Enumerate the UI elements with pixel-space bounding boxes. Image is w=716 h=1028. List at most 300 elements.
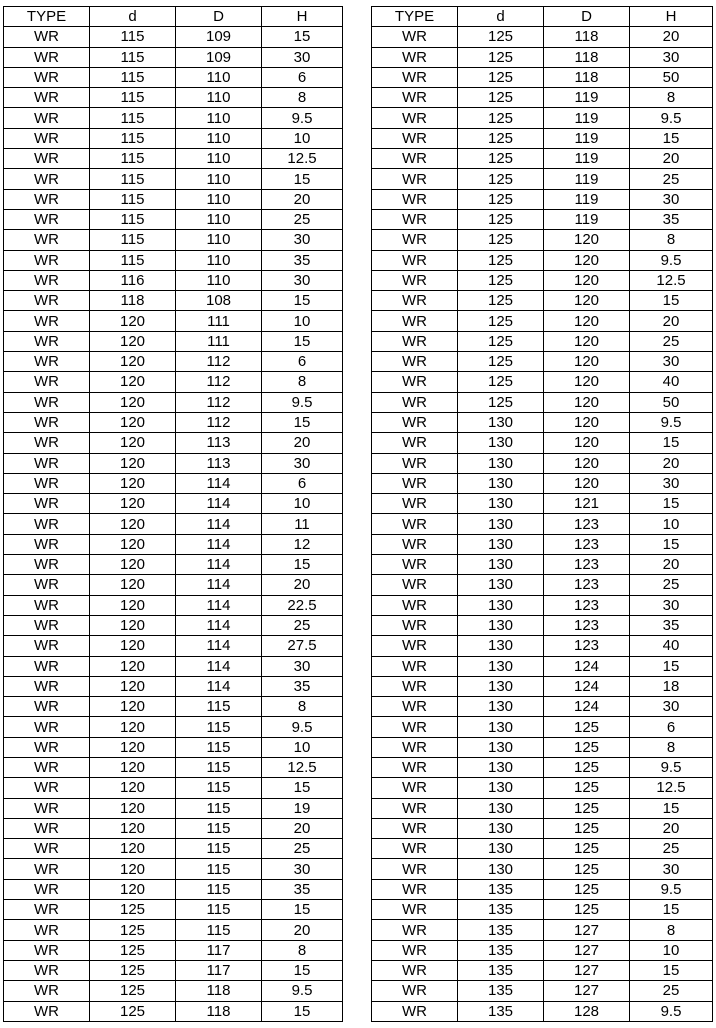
- table-row: [372, 27, 713, 47]
- cell-d: 125: [90, 960, 176, 980]
- cell-D: 110: [176, 209, 262, 229]
- cell-H: 8: [630, 920, 713, 940]
- cell-D: 125: [544, 818, 630, 838]
- table-row: [372, 209, 713, 229]
- cell-d: 130: [458, 514, 544, 534]
- cell-type: WR: [4, 697, 90, 717]
- cell-D: 119: [544, 149, 630, 169]
- cell-D: 115: [176, 920, 262, 940]
- cell-D: 125: [544, 717, 630, 737]
- cell-H: 6: [630, 717, 713, 737]
- cell-D: 125: [544, 798, 630, 818]
- cell-type: WR: [372, 88, 458, 108]
- table-row: [4, 433, 343, 453]
- cell-d: 115: [90, 108, 176, 128]
- cell-d: 130: [458, 737, 544, 757]
- cell-H: 15: [262, 27, 343, 47]
- cell-H: 15: [630, 798, 713, 818]
- cell-d: 125: [458, 352, 544, 372]
- cell-H: 30: [262, 859, 343, 879]
- cell-d: 125: [458, 47, 544, 67]
- cell-D: 125: [544, 879, 630, 899]
- table-row: [4, 920, 343, 940]
- cell-d: 130: [458, 697, 544, 717]
- cell-d: 125: [458, 270, 544, 290]
- table-row: [372, 575, 713, 595]
- header-type: TYPE: [4, 7, 90, 27]
- header-row: [372, 7, 713, 27]
- cell-d: 120: [90, 818, 176, 838]
- cell-d: 130: [458, 717, 544, 737]
- table-row: [4, 697, 343, 717]
- cell-D: 115: [176, 757, 262, 777]
- cell-type: WR: [372, 209, 458, 229]
- cell-d: 120: [90, 392, 176, 412]
- table-row: [372, 514, 713, 534]
- cell-type: WR: [4, 879, 90, 899]
- table-row: [4, 879, 343, 899]
- cell-D: 125: [544, 859, 630, 879]
- cell-d: 115: [90, 189, 176, 209]
- cell-type: WR: [4, 209, 90, 229]
- cell-type: WR: [4, 859, 90, 879]
- cell-D: 120: [544, 433, 630, 453]
- cell-H: 15: [262, 900, 343, 920]
- table-row: [372, 47, 713, 67]
- cell-d: 120: [90, 859, 176, 879]
- cell-type: WR: [372, 757, 458, 777]
- table-row: [372, 778, 713, 798]
- cell-d: 130: [458, 859, 544, 879]
- cell-type: WR: [372, 291, 458, 311]
- cell-type: WR: [372, 473, 458, 493]
- cell-d: 135: [458, 940, 544, 960]
- cell-d: 125: [90, 1001, 176, 1021]
- header-D: D: [544, 7, 630, 27]
- cell-H: 35: [262, 676, 343, 696]
- table-row: [372, 879, 713, 899]
- cell-H: 12.5: [262, 757, 343, 777]
- cell-d: 120: [90, 615, 176, 635]
- cell-H: 9.5: [630, 757, 713, 777]
- cell-D: 125: [544, 737, 630, 757]
- cell-d: 130: [458, 595, 544, 615]
- table-row: [4, 534, 343, 554]
- table-row: [4, 372, 343, 392]
- table-row: [372, 717, 713, 737]
- table-row: [372, 697, 713, 717]
- table-row: [372, 473, 713, 493]
- cell-D: 110: [176, 169, 262, 189]
- cell-type: WR: [4, 960, 90, 980]
- cell-d: 120: [90, 453, 176, 473]
- cell-D: 114: [176, 615, 262, 635]
- cell-H: 10: [630, 940, 713, 960]
- cell-d: 115: [90, 128, 176, 148]
- table-row: [4, 575, 343, 595]
- cell-d: 125: [458, 189, 544, 209]
- table-row: [4, 981, 343, 1001]
- table-row: [372, 88, 713, 108]
- cell-type: WR: [4, 940, 90, 960]
- cell-D: 114: [176, 473, 262, 493]
- cell-D: 115: [176, 859, 262, 879]
- cell-type: WR: [4, 473, 90, 493]
- cell-D: 114: [176, 514, 262, 534]
- cell-H: 10: [262, 737, 343, 757]
- cell-d: 120: [90, 737, 176, 757]
- cell-H: 15: [262, 960, 343, 980]
- cell-H: 27.5: [262, 636, 343, 656]
- table-row: [4, 615, 343, 635]
- cell-D: 119: [544, 209, 630, 229]
- cell-d: 125: [458, 88, 544, 108]
- cell-H: 25: [630, 331, 713, 351]
- cell-H: 30: [630, 473, 713, 493]
- cell-type: WR: [372, 534, 458, 554]
- cell-H: 30: [262, 270, 343, 290]
- table-row: [4, 67, 343, 87]
- header-H: H: [262, 7, 343, 27]
- table-row: [372, 798, 713, 818]
- table-row: [372, 859, 713, 879]
- cell-H: 20: [630, 149, 713, 169]
- cell-type: WR: [4, 311, 90, 331]
- cell-d: 125: [458, 169, 544, 189]
- cell-type: WR: [372, 575, 458, 595]
- cell-d: 120: [90, 331, 176, 351]
- cell-d: 130: [458, 798, 544, 818]
- table-row: [4, 473, 343, 493]
- header-d: d: [90, 7, 176, 27]
- cell-D: 113: [176, 453, 262, 473]
- cell-H: 25: [262, 839, 343, 859]
- cell-H: 30: [262, 656, 343, 676]
- cell-d: 130: [458, 778, 544, 798]
- table-row: [372, 412, 713, 432]
- cell-type: WR: [4, 636, 90, 656]
- cell-d: 125: [458, 311, 544, 331]
- cell-d: 115: [90, 230, 176, 250]
- cell-type: WR: [4, 331, 90, 351]
- cell-D: 127: [544, 981, 630, 1001]
- cell-D: 127: [544, 940, 630, 960]
- cell-type: WR: [4, 108, 90, 128]
- table-row: [4, 555, 343, 575]
- cell-type: WR: [372, 494, 458, 514]
- cell-H: 20: [630, 311, 713, 331]
- cell-H: 30: [630, 352, 713, 372]
- cell-D: 123: [544, 636, 630, 656]
- table-row: [4, 128, 343, 148]
- cell-type: WR: [4, 433, 90, 453]
- cell-type: WR: [4, 595, 90, 615]
- cell-H: 10: [262, 311, 343, 331]
- table-row: [4, 514, 343, 534]
- cell-type: WR: [372, 960, 458, 980]
- table-row: [4, 47, 343, 67]
- cell-H: 8: [262, 372, 343, 392]
- cell-d: 130: [458, 575, 544, 595]
- cell-H: 8: [262, 88, 343, 108]
- cell-H: 25: [630, 839, 713, 859]
- cell-d: 125: [90, 900, 176, 920]
- cell-H: 25: [262, 615, 343, 635]
- cell-type: WR: [372, 169, 458, 189]
- cell-D: 110: [176, 230, 262, 250]
- cell-H: 12.5: [630, 778, 713, 798]
- cell-H: 9.5: [630, 879, 713, 899]
- cell-H: 10: [262, 128, 343, 148]
- cell-H: 15: [630, 128, 713, 148]
- cell-d: 118: [90, 291, 176, 311]
- table-row: [4, 149, 343, 169]
- cell-H: 50: [630, 67, 713, 87]
- cell-D: 119: [544, 169, 630, 189]
- cell-type: WR: [4, 372, 90, 392]
- cell-d: 115: [90, 88, 176, 108]
- cell-D: 119: [544, 189, 630, 209]
- cell-type: WR: [4, 676, 90, 696]
- cell-H: 30: [630, 859, 713, 879]
- table-row: [372, 270, 713, 290]
- cell-type: WR: [372, 149, 458, 169]
- table-row: [4, 839, 343, 859]
- cell-type: WR: [372, 250, 458, 270]
- cell-H: 9.5: [262, 981, 343, 1001]
- cell-d: 120: [90, 412, 176, 432]
- cell-type: WR: [4, 169, 90, 189]
- cell-D: 118: [176, 1001, 262, 1021]
- cell-D: 111: [176, 331, 262, 351]
- cell-H: 20: [262, 433, 343, 453]
- cell-H: 12.5: [630, 270, 713, 290]
- cell-D: 114: [176, 494, 262, 514]
- cell-type: WR: [372, 412, 458, 432]
- cell-type: WR: [372, 676, 458, 696]
- cell-type: WR: [372, 352, 458, 372]
- cell-D: 110: [176, 88, 262, 108]
- cell-H: 15: [630, 534, 713, 554]
- header-type: TYPE: [372, 7, 458, 27]
- cell-H: 30: [630, 189, 713, 209]
- table-row: [4, 392, 343, 412]
- cell-D: 112: [176, 372, 262, 392]
- cell-H: 15: [262, 1001, 343, 1021]
- table-row: [372, 372, 713, 392]
- table-row: [372, 453, 713, 473]
- cell-D: 115: [176, 697, 262, 717]
- cell-d: 135: [458, 1001, 544, 1021]
- cell-type: WR: [4, 757, 90, 777]
- table-row: [4, 778, 343, 798]
- cell-type: WR: [4, 717, 90, 737]
- cell-d: 125: [458, 149, 544, 169]
- cell-D: 128: [544, 1001, 630, 1021]
- cell-D: 120: [544, 392, 630, 412]
- cell-D: 123: [544, 514, 630, 534]
- cell-d: 125: [458, 108, 544, 128]
- cell-D: 112: [176, 412, 262, 432]
- cell-type: WR: [372, 392, 458, 412]
- cell-d: 120: [90, 676, 176, 696]
- cell-D: 127: [544, 960, 630, 980]
- cell-H: 8: [262, 697, 343, 717]
- cell-type: WR: [4, 189, 90, 209]
- cell-d: 125: [458, 392, 544, 412]
- cell-D: 115: [176, 900, 262, 920]
- cell-D: 118: [544, 27, 630, 47]
- cell-H: 9.5: [630, 412, 713, 432]
- cell-H: 8: [630, 737, 713, 757]
- table-row: [372, 67, 713, 87]
- table-row: [372, 615, 713, 635]
- cell-type: WR: [372, 270, 458, 290]
- cell-type: WR: [4, 534, 90, 554]
- cell-type: WR: [372, 128, 458, 148]
- table-row: [4, 88, 343, 108]
- cell-D: 120: [544, 250, 630, 270]
- cell-D: 115: [176, 778, 262, 798]
- table-row: [372, 960, 713, 980]
- cell-H: 20: [630, 453, 713, 473]
- cell-d: 130: [458, 636, 544, 656]
- cell-type: WR: [372, 717, 458, 737]
- cell-D: 118: [544, 47, 630, 67]
- cell-D: 123: [544, 534, 630, 554]
- header-d: d: [458, 7, 544, 27]
- cell-H: 30: [262, 47, 343, 67]
- cell-d: 120: [90, 534, 176, 554]
- cell-H: 6: [262, 473, 343, 493]
- table-row: [4, 209, 343, 229]
- cell-d: 120: [90, 473, 176, 493]
- cell-type: WR: [4, 412, 90, 432]
- cell-D: 115: [176, 839, 262, 859]
- table-row: [4, 636, 343, 656]
- table-row: [372, 352, 713, 372]
- cell-d: 120: [90, 433, 176, 453]
- cell-type: WR: [4, 494, 90, 514]
- table-row: [4, 453, 343, 473]
- table-row: [372, 900, 713, 920]
- cell-type: WR: [4, 291, 90, 311]
- cell-d: 120: [90, 636, 176, 656]
- table-row: [4, 900, 343, 920]
- cell-d: 130: [458, 676, 544, 696]
- cell-D: 125: [544, 757, 630, 777]
- cell-d: 130: [458, 412, 544, 432]
- cell-D: 114: [176, 575, 262, 595]
- cell-H: 20: [262, 818, 343, 838]
- cell-d: 120: [90, 372, 176, 392]
- table-row: [4, 940, 343, 960]
- table-row: [4, 656, 343, 676]
- cell-D: 120: [544, 352, 630, 372]
- cell-H: 20: [262, 575, 343, 595]
- cell-H: 30: [262, 453, 343, 473]
- cell-type: WR: [4, 453, 90, 473]
- cell-d: 115: [90, 169, 176, 189]
- cell-type: WR: [4, 88, 90, 108]
- cell-type: WR: [4, 981, 90, 1001]
- header-row: [4, 7, 343, 27]
- cell-H: 10: [630, 514, 713, 534]
- table-row: [4, 494, 343, 514]
- cell-type: WR: [372, 311, 458, 331]
- cell-D: 117: [176, 960, 262, 980]
- table-row: [372, 920, 713, 940]
- cell-H: 25: [630, 575, 713, 595]
- cell-D: 124: [544, 697, 630, 717]
- cell-H: 20: [262, 920, 343, 940]
- cell-H: 30: [630, 697, 713, 717]
- cell-D: 108: [176, 291, 262, 311]
- cell-H: 15: [262, 778, 343, 798]
- cell-D: 124: [544, 676, 630, 696]
- table-row: [372, 737, 713, 757]
- header-D: D: [176, 7, 262, 27]
- cell-D: 123: [544, 555, 630, 575]
- cell-H: 30: [630, 47, 713, 67]
- cell-D: 123: [544, 615, 630, 635]
- cell-d: 130: [458, 839, 544, 859]
- cell-D: 118: [544, 67, 630, 87]
- cell-H: 9.5: [262, 108, 343, 128]
- cell-d: 120: [90, 352, 176, 372]
- table-row: [4, 595, 343, 615]
- cell-d: 115: [90, 250, 176, 270]
- cell-D: 114: [176, 676, 262, 696]
- cell-type: WR: [4, 818, 90, 838]
- cell-H: 20: [630, 818, 713, 838]
- cell-H: 11: [262, 514, 343, 534]
- table-row: [372, 169, 713, 189]
- cell-D: 120: [544, 331, 630, 351]
- right-data-table: [371, 6, 713, 1022]
- cell-type: WR: [4, 270, 90, 290]
- cell-D: 110: [176, 149, 262, 169]
- cell-d: 125: [458, 209, 544, 229]
- cell-type: WR: [4, 352, 90, 372]
- cell-type: WR: [372, 514, 458, 534]
- cell-H: 15: [262, 169, 343, 189]
- cell-H: 35: [630, 209, 713, 229]
- cell-H: 6: [262, 67, 343, 87]
- cell-H: 12: [262, 534, 343, 554]
- cell-D: 115: [176, 798, 262, 818]
- cell-d: 125: [90, 940, 176, 960]
- cell-H: 8: [630, 88, 713, 108]
- cell-d: 125: [458, 67, 544, 87]
- table-row: [4, 818, 343, 838]
- cell-type: WR: [4, 900, 90, 920]
- table-row: [372, 595, 713, 615]
- left-data-table: [3, 6, 343, 1022]
- cell-d: 120: [90, 595, 176, 615]
- cell-H: 9.5: [630, 250, 713, 270]
- cell-d: 120: [90, 778, 176, 798]
- cell-d: 135: [458, 900, 544, 920]
- cell-type: WR: [4, 392, 90, 412]
- cell-d: 115: [90, 47, 176, 67]
- table-row: [4, 169, 343, 189]
- table-row: [4, 717, 343, 737]
- cell-type: WR: [4, 555, 90, 575]
- cell-H: 35: [262, 250, 343, 270]
- cell-type: WR: [372, 818, 458, 838]
- table-row: [372, 534, 713, 554]
